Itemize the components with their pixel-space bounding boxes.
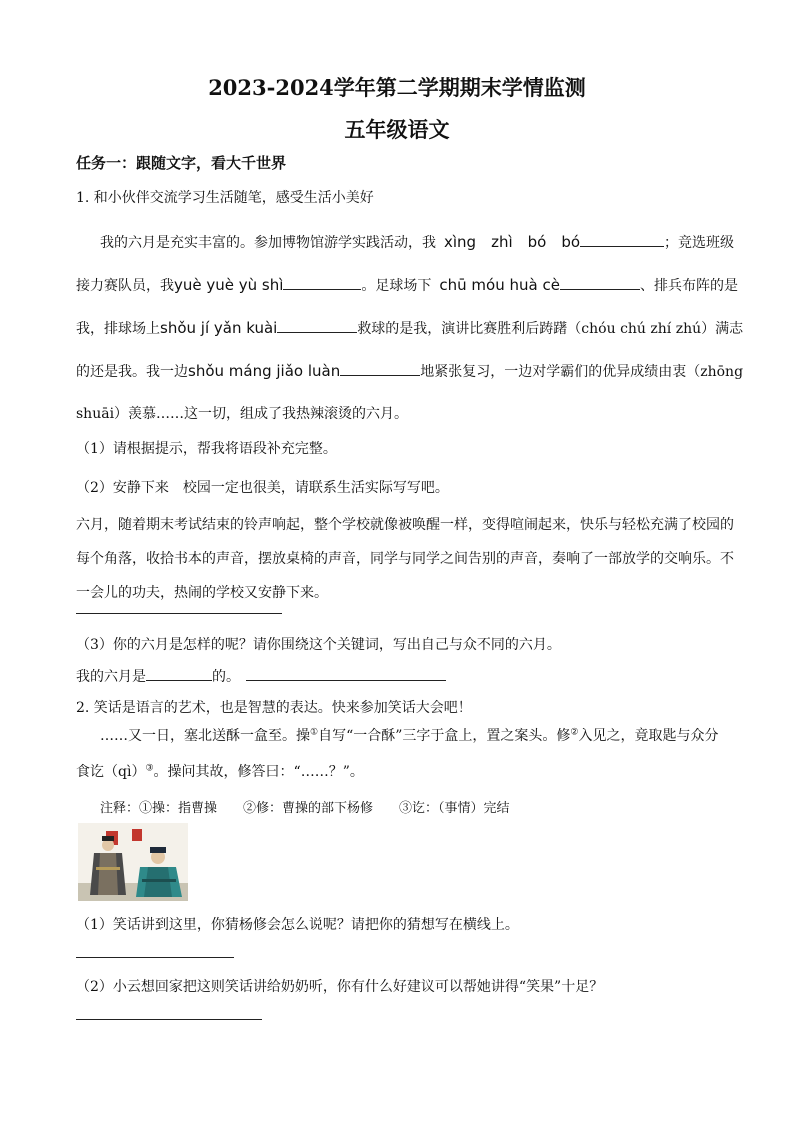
answer-blank[interactable]	[580, 232, 664, 247]
answer-line[interactable]	[76, 1019, 262, 1020]
answer-line[interactable]	[76, 957, 234, 958]
exam-subtitle: 五年级语文	[344, 117, 450, 142]
answer-blank[interactable]	[246, 666, 446, 681]
q2-sub-question-2: （2）小云想回家把这则笑话讲给奶奶听，你有什么好建议可以帮她讲得“笑果”十足？	[76, 979, 604, 995]
annotation-note: 注释：①操：指曹操 ②修：曹操的部下杨修 ③讫：（事情）完结	[100, 801, 510, 816]
answer-blank[interactable]	[340, 361, 420, 376]
classical-line-1: ……又一日，塞北送酥一盒至。操①自写“一合酥”三字于盒上，置之案头。修②入见之，竟取匙与众分	[100, 727, 719, 744]
answer-blank[interactable]	[146, 666, 212, 681]
answer-blank[interactable]	[560, 275, 640, 290]
sub-question-1: （1）请根据提示，帮我将语段补充完整。	[76, 441, 337, 457]
answer-blank[interactable]	[283, 275, 361, 290]
answer-line[interactable]	[76, 613, 282, 614]
pinyin-prompt: xìng zhì bó bó	[444, 233, 581, 251]
q2-sub-question-1: （1）笑话讲到这里，你猜杨修会怎么说呢？请把你的猜想写在横线上。	[76, 917, 519, 933]
pinyin-prompt: shǒu jí yǎn kuài	[160, 319, 278, 337]
task-heading: 任务一：跟随文字，看大千世界	[76, 154, 287, 172]
passage-line-5: shuāi）羡慕……这一切，组成了我热辣滚烫的六月。	[76, 406, 409, 422]
reading-line-3: 一会儿的功夫，热闹的学校又安静下来。	[76, 585, 328, 601]
passage-line-2: 接力赛队员，我yuè yuè yù shì 。足球场下 chū móu huà cè 、排兵布阵的是	[76, 276, 738, 294]
fill-sentence: 我的六月是 的。	[76, 666, 446, 686]
passage-line-3: 我，排球场上shǒu jí yǎn kuài 救球的是我，演讲比赛胜利后踌躇（chóu chú zhí zhú）满志	[76, 319, 744, 337]
passage-line-4: 的还是我。我一边shǒu máng jiǎo luàn 地紧张复习，一边对学霸们的优异成绩由衷（zhōng	[76, 362, 744, 380]
reading-line-1: 六月，随着期末考试结束的铃声响起，整个学校就像被唤醒一样，变得喧闹起来，快乐与轻松充满了校园的	[76, 517, 734, 533]
passage-line-1: 我的六月是充实丰富的。参加博物馆游学实践活动，我 xìng zhì bó bó ；竞选班级	[100, 233, 735, 251]
reading-line-2: 每个角落，收拾书本的声音，摆放桌椅的声音，同学与同学之间告别的声音，奏响了一部放学的交响乐。不	[76, 551, 734, 567]
sub-question-3: （3）你的六月是怎样的呢？请你围绕这个关键词，写出自己与众不同的六月。	[76, 637, 561, 653]
pinyin-prompt: shǒu máng jiǎo luàn	[188, 362, 341, 380]
question-1-stem: 1. 和小伙伴交流学习生活随笔，感受生活小美好	[76, 190, 374, 206]
sub-question-2: （2）安静下来 校园一定也很美，请联系生活实际写写吧。	[76, 480, 449, 496]
exam-title: 2023-2024学年第二学期期末学情监测	[208, 75, 586, 100]
answer-blank[interactable]	[277, 318, 357, 333]
classical-line-2: 食讫（qì）③。操问其故，修答曰：“……？”。	[76, 763, 364, 780]
pinyin-prompt: yuè yuè yù shì	[174, 276, 284, 294]
cao-cao-yang-xiu-illustration	[78, 823, 188, 901]
pinyin-prompt: chū móu huà cè	[439, 276, 560, 294]
question-2-stem: 2. 笑话是语言的艺术，也是智慧的表达。快来参加笑话大会吧！	[76, 700, 472, 716]
